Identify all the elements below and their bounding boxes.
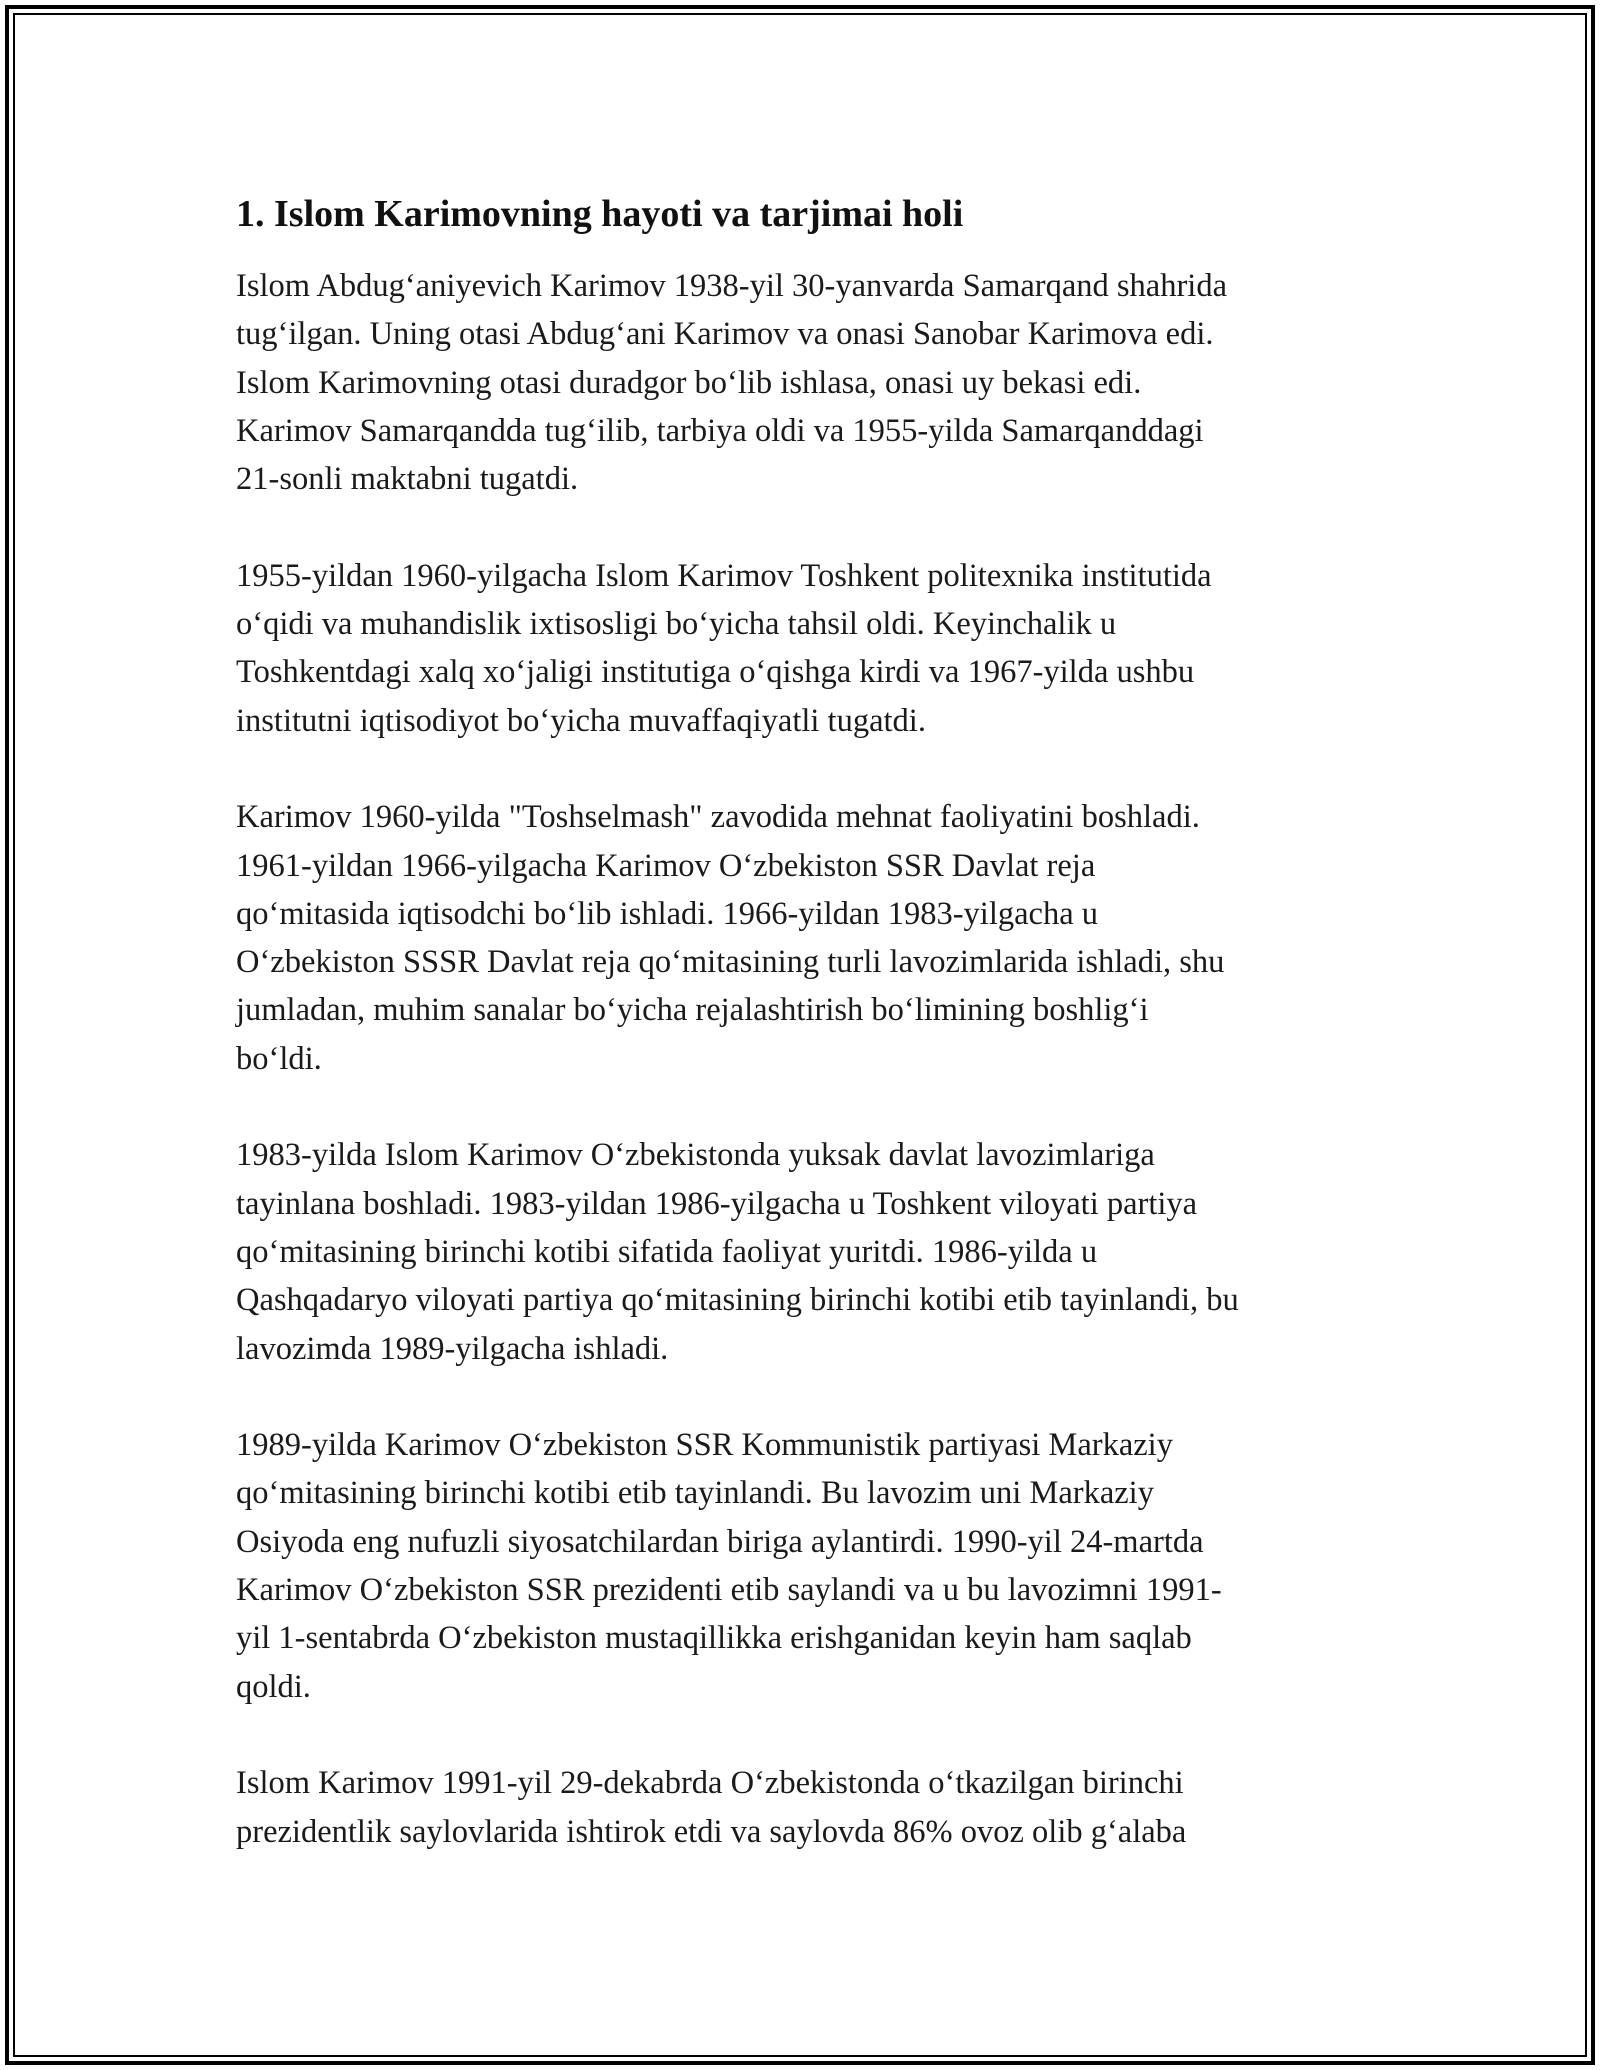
paragraph-first-secretary: 1989-yilda Karimov Oʻzbekiston SSR Kommunistik partiyasi Markaziy qoʻmitasining birinchi kotibi etib tayinlandi. Bu lavozim uni Markaziy Osiyoda eng nufuzli siyosatchilardan biriga aylantirdi. 1990-yil 24-martda Karimov Oʻzbekiston SSR prezidenti etib saylandi va u bu lavozimni 1991- yil 1-sentabrda Oʻzbekiston mustaqillikka erishganidan keyin ham saqlab qoldi.	[236, 1427, 1222, 1705]
document-body	[236, 186, 1386, 1904]
paragraph-presidential-election: Islom Karimov 1991-yil 29-dekabrda Oʻzbekistonda oʻtkazilgan birinchi prezidentlik saylovlarida ishtirok etdi va saylovda 86% ovoz olib gʻalaba	[236, 1765, 1187, 1850]
page-title: 1. Islom Karimovning hayoti va tarjimai holi	[236, 193, 964, 235]
paragraph-early-life: Islom Abdugʻaniyevich Karimov 1938-yil 30-yanvarda Samarqand shahrida tugʻilgan. Uning otasi Abdugʻani Karimov va onasi Sanobar Karimova edi. Islom Karimovning otasi duradgor boʻlib ishlasa, onasi uy bekasi edi. Karimov Samarqandda tugʻilib, tarbiya oldi va 1955-yilda Samarqanddagi 21-sonli maktabni tugatdi.	[236, 268, 1227, 498]
paragraph-party-positions: 1983-yilda Islom Karimov Oʻzbekistonda yuksak davlat lavozimlariga tayinlana boshladi. 1983-yildan 1986-yilgacha u Toshkent viloyati partiya qoʻmitasining birinchi kotibi sifatida faoliyat yuritdi. 1986-yilda u Qashqadaryo viloyati partiya qoʻmitasining birinchi kotibi etib tayinlandi, bu lavozimda 1989-yilgacha ishladi.	[236, 1137, 1239, 1367]
paragraph-early-career: Karimov 1960-yilda "Toshselmash" zavodida mehnat faoliyatini boshladi. 1961-yildan 1966-yilgacha Karimov Oʻzbekiston SSR Davlat reja qoʻmitasida iqtisodchi boʻlib ishladi. 1966-yildan 1983-yilgacha u Oʻzbekiston SSSR Davlat reja qoʻmitasining turli lavozimlarida ishladi, shu jumladan, muhim sanalar boʻyicha rejalashtirish boʻlimining boshligʻi boʻldi.	[236, 799, 1225, 1077]
paragraph-education: 1955-yildan 1960-yilgacha Islom Karimov Toshkent politexnika institutida oʻqidi va muhandislik ixtisosligi boʻyicha tahsil oldi. Keyinchalik u Toshkentdagi xalq xoʻjaligi institutiga oʻqishga kirdi va 1967-yilda ushbu institutni iqtisodiyot boʻyicha muvaffaqiyatli tugatdi.	[236, 557, 1212, 739]
